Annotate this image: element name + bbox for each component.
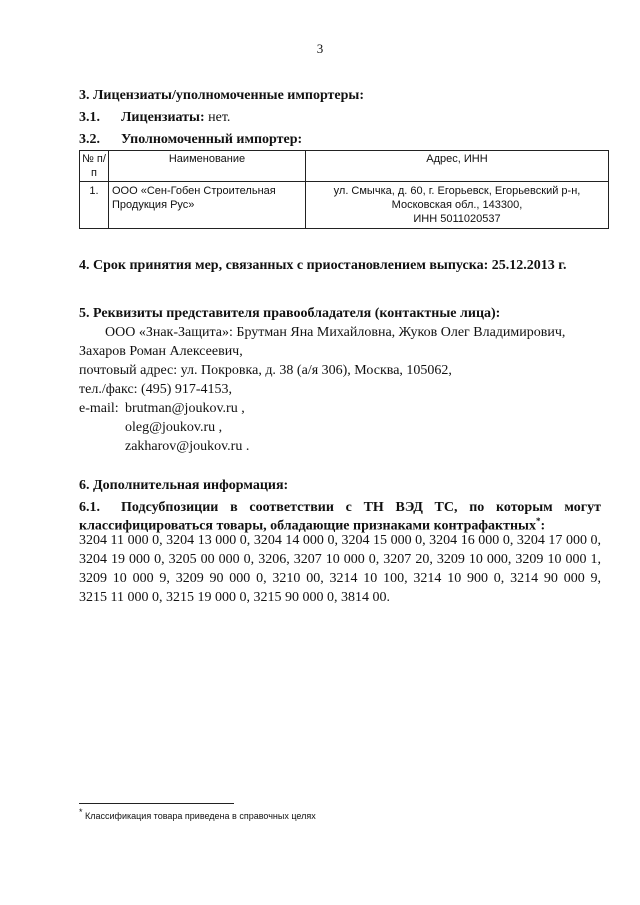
contacts-line: Захаров Роман Алексеевич, bbox=[79, 344, 243, 359]
header-address: Адрес, ИНН bbox=[306, 151, 609, 182]
table-header-row bbox=[80, 151, 609, 182]
phone-fax: тел./факс: (495) 917-4153, bbox=[79, 382, 233, 397]
email-link[interactable]: zakharov@joukov.ru . bbox=[125, 439, 250, 454]
code-list-line: 3204 19 000 0, 3205 00 000 0, 3206, 3207 10 000 0, 3207 20, 3209 10 000, 3209 10 000 1, bbox=[79, 552, 601, 567]
subsection-6-1-line: Подсубпозиции в соответствии с ТН ВЭД ТС, по которым могут bbox=[121, 500, 601, 515]
cell-num: 1. bbox=[80, 182, 109, 229]
page-number: 3 bbox=[316, 41, 324, 56]
section4-heading: 4. Срок принятия мер, связанных с приостановлением выпуска: 25.12.2013 г. bbox=[79, 258, 567, 273]
subsection-6-1-text: классифицироваться товары, обладающие признаками контрафактных bbox=[79, 518, 536, 534]
subsection-3-1-number: 3.1. bbox=[79, 110, 100, 125]
postal-address: почтовый адрес: ул. Покровка, д. 38 (а/я 306), Москва, 105062, bbox=[79, 363, 452, 378]
subsection-3-1-label: Лицензиаты: bbox=[121, 110, 205, 125]
footnote-mark: * bbox=[79, 807, 83, 817]
email-link[interactable]: oleg@joukov.ru , bbox=[125, 420, 223, 435]
subsection-3-1-value: нет. bbox=[208, 110, 231, 125]
subsection-6-1-number: 6.1. bbox=[79, 500, 100, 515]
footnote-text: Классификация товара приведена в справочных целях bbox=[85, 811, 316, 821]
cell-name: ООО «Сен-Гобен Строительная Продукция Рус» bbox=[109, 182, 306, 229]
contacts-line: ООО «Знак-Защита»: Брутман Яна Михайловна, Жуков Олег Владимирович, bbox=[105, 325, 566, 340]
email-label: e-mail: bbox=[79, 401, 119, 416]
inn-line: ИНН 5011020537 bbox=[413, 213, 501, 225]
address-line: Московская обл., 143300, bbox=[391, 199, 523, 211]
address-line: ул. Смычка, д. 60, г. Егорьевск, Егорьевский р-н, bbox=[333, 185, 581, 197]
cell-address bbox=[306, 182, 609, 229]
table-row bbox=[80, 182, 609, 229]
code-list-line: 3209 10 000 9, 3209 90 000 0, 3210 00, 3214 10 100, 3214 10 900 0, 3214 90 000 9, bbox=[79, 571, 601, 586]
subsection-3-1 bbox=[121, 110, 230, 126]
section6-heading: 6. Дополнительная информация: bbox=[79, 478, 289, 493]
email-link[interactable]: brutman@joukov.ru , bbox=[125, 401, 245, 416]
subsection-3-2-number: 3.2. bbox=[79, 132, 100, 147]
header-name: Наименование bbox=[109, 151, 306, 182]
section5-heading: 5. Реквизиты представителя правообладателя (контактные лица): bbox=[79, 306, 501, 321]
code-list-line: 3204 11 000 0, 3204 13 000 0, 3204 14 000 0, 3204 15 000 0, 3204 16 000 0, 3204 17 000 0, bbox=[79, 533, 601, 548]
subsection-6-1-line bbox=[79, 516, 545, 535]
subsection-3-2-label: Уполномоченный импортер: bbox=[121, 132, 303, 147]
importer-table bbox=[79, 150, 609, 229]
subsection-6-1-colon: : bbox=[540, 518, 546, 534]
section3-heading: 3. Лицензиаты/уполномоченные импортеры: bbox=[79, 88, 365, 103]
footnote bbox=[79, 807, 316, 821]
code-list-line: 3215 11 000 0, 3215 19 000 0, 3215 90 000 0, 3814 00. bbox=[79, 590, 390, 605]
footnote-marker: * bbox=[536, 516, 541, 526]
footnote-divider bbox=[79, 803, 234, 804]
header-num: № п/п bbox=[80, 151, 109, 182]
